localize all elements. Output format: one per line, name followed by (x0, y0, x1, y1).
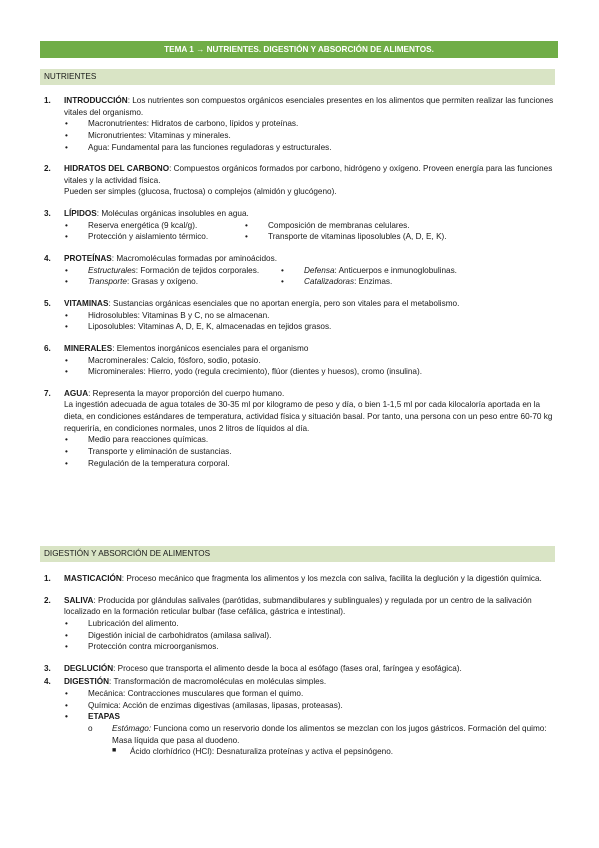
item-heading: MINERALES (64, 343, 113, 353)
bullet-list (64, 310, 560, 333)
item-number: 7. (44, 388, 51, 398)
bullet-item: • Estructurales: Formación de tejidos corporales. (64, 265, 280, 277)
bullet-item: • Química: Acción de enzimas digestivas (amilasas, lipasas, proteasas). (64, 700, 560, 712)
item-number: 4. (44, 677, 51, 687)
item-text: : Representa la mayor proporción del cuerpo humano. (88, 388, 285, 398)
list-item-proteinas (40, 253, 560, 288)
bullet-item: • Medio para reacciones químicas. (64, 434, 560, 446)
sub-sub-item-acido (64, 746, 560, 758)
item-number: 6. (44, 343, 51, 353)
item-number: 2. (44, 595, 51, 605)
bullet-item: • Agua: Fundamental para las funciones reguladoras y estructurales. (64, 142, 560, 154)
bullet-list (64, 220, 244, 243)
sub-item-estomago (64, 723, 560, 746)
bullet-item: • Mecánica: Contracciones musculares que forman el quimo. (64, 688, 560, 700)
list-item-agua (40, 388, 560, 469)
bullet-item: • Microminerales: Hierro, yodo (regula crecimiento), flúor (dientes y huesos), cromo (insulina). (64, 366, 560, 378)
bullet-list (244, 220, 544, 243)
item-text: : Compuestos orgánicos formados por carbono, hidrógeno y oxígeno. Proveen energía para las funciones vitales y la actividad física. (64, 164, 553, 185)
two-column-bullets (64, 220, 560, 243)
item-extra-text: Pueden ser simples (glucosa, fructosa) o complejos (almidón y glucógeno). (64, 187, 337, 197)
list-item-digestion (40, 676, 560, 757)
sub-item-text: Funciona como un reservorio donde los alimentos se mezclan con los jugos gástricos. Formación del quimo: Masa líquida que pasa al duodeno. (112, 724, 547, 745)
bullet-item-etapas: • ETAPAS (64, 711, 560, 723)
item-text: : Proceso que transporta el alimento desde la boca al esófago (fases oral, faríngea y esofágica). (113, 663, 462, 673)
bullet-item: • Micronutrientes: Vitaminas y minerales. (64, 130, 560, 142)
bullet-item: • Transporte: Grasas y oxígeno. (64, 276, 280, 288)
bullet-item: • Macrominerales: Calcio, fósforo, sodio, potasio. (64, 355, 560, 367)
bullet-item: • Hidrosolubles: Vitaminas B y C, no se almacenan. (64, 310, 560, 322)
section-header-digestion: DIGESTIÓN Y ABSORCIÓN DE ALIMENTOS (40, 546, 555, 562)
bullet-item: • Composición de membranas celulares. (244, 220, 544, 232)
item-text: : Transformación de macromoléculas en moléculas simples. (109, 677, 327, 687)
item-heading: VITAMINAS (64, 298, 109, 308)
two-column-bullets (64, 265, 560, 288)
list-item-lipidos (40, 208, 560, 243)
sub-sub-item-text: Ácido clorhídrico (HCl): Desnaturaliza proteínas y activa el pepsinógeno. (130, 747, 394, 757)
item-extra-text: La ingestión adecuada de agua totales de 30-35 ml por kilogramo de peso y día, o bien 1-1,5 ml por cada kilocaloría aportada en la dieta, en condiciones estándares de temperatura, actividad física y situación basal. Por tanto, una persona con un peso entre 60-70 kg requeriría, en condiciones normales, unos 2 litros de líquidos al día. (64, 400, 553, 433)
item-number: 3. (44, 663, 51, 673)
item-heading: DEGLUCIÓN (64, 663, 114, 673)
bullet-item: • Protección y aislamiento térmico. (64, 231, 244, 243)
item-number: 1. (44, 574, 51, 583)
bullet-list (64, 118, 560, 153)
list-item-introduccion (40, 95, 560, 153)
bullet-item: • Protección contra microorganismos. (64, 641, 560, 653)
square-bullet-icon: ■ (112, 747, 117, 755)
sub-item-term: Estómago: (112, 724, 152, 734)
bullet-item: • Defensa: Anticuerpos e inmunoglobulinas. (280, 265, 540, 277)
bullet-item: • Digestión inicial de carbohidratos (amilasa salival). (64, 630, 560, 642)
item-heading: LÍPIDOS (64, 209, 97, 219)
bullet-list (64, 434, 560, 469)
item-number: 4. (44, 254, 51, 264)
list-item-minerales (40, 343, 560, 378)
bullet-list (280, 265, 540, 288)
bullet-list (64, 688, 560, 723)
bullet-item: • Liposolubles: Vitaminas A, D, E, K, almacenadas en tejidos grasos. (64, 321, 560, 333)
item-heading: INTRODUCCIÓN (64, 96, 128, 105)
bullet-list (64, 265, 280, 288)
item-heading: SALIVA (64, 595, 94, 605)
item-heading: MASTICACIÓN (64, 574, 122, 583)
item-text: : Elementos inorgánicos esenciales para el organismo (112, 343, 309, 353)
bullet-item: • Transporte y eliminación de sustancias. (64, 446, 560, 458)
list-item-masticacion (40, 573, 560, 585)
item-heading: PROTEÍNAS (64, 254, 112, 264)
digestion-list (40, 573, 560, 768)
item-heading: HIDRATOS DEL CARBONO (64, 164, 170, 174)
item-number: 3. (44, 209, 51, 219)
circle-bullet-icon: o (88, 724, 93, 734)
item-text: : Sustancias orgánicas esenciales que no aportan energía, pero son vitales para el metabolismo. (108, 298, 460, 308)
list-item-hidratos (40, 163, 560, 198)
item-heading: DIGESTIÓN (64, 677, 110, 687)
bullet-item: • Lubricación del alimento. (64, 618, 560, 630)
item-text: : Moléculas orgánicas insolubles en agua. (96, 209, 249, 219)
item-text: : Los nutrientes son compuestos orgánicos esenciales presentes en los alimentos que permiten realizar las funciones vitales del organismo. (64, 96, 554, 117)
bullet-item: • Catalizadoras: Enzimas. (280, 276, 540, 288)
list-item-deglucion (40, 663, 560, 675)
section-header-nutrientes: NUTRIENTES (40, 69, 555, 85)
nutrientes-list (40, 95, 560, 479)
item-text: : Macromoléculas formadas por aminoácidos. (111, 254, 277, 264)
page-title: TEMA 1 → NUTRIENTES. DIGESTIÓN Y ABSORCIÓN DE ALIMENTOS. (40, 41, 558, 58)
bullet-item: • Reserva energética (9 kcal/g). (64, 220, 244, 232)
item-number: 2. (44, 164, 51, 174)
item-heading: AGUA (64, 388, 89, 398)
bullet-item: • Transporte de vitaminas liposolubles (A, D, E, K). (244, 231, 544, 243)
item-number: 1. (44, 96, 51, 105)
bullet-item: • Macronutrientes: Hidratos de carbono, lípidos y proteínas. (64, 118, 560, 130)
bullet-list (64, 355, 560, 378)
bullet-list (64, 618, 560, 653)
item-text: : Producida por glándulas salivales (parótidas, submandibulares y sublinguales) y regulada por un centro de la salivación localizado en la formación reticular bulbar (fase cefálica, gástrica e intestinal). (64, 595, 532, 617)
list-item-vitaminas (40, 298, 560, 333)
list-item-saliva (40, 595, 560, 653)
item-number: 5. (44, 298, 51, 308)
bullet-item: • Regulación de la temperatura corporal. (64, 458, 560, 470)
item-text: : Proceso mecánico que fragmenta los alimentos y los mezcla con saliva, facilita la deglución y la digestión química. (121, 574, 542, 583)
